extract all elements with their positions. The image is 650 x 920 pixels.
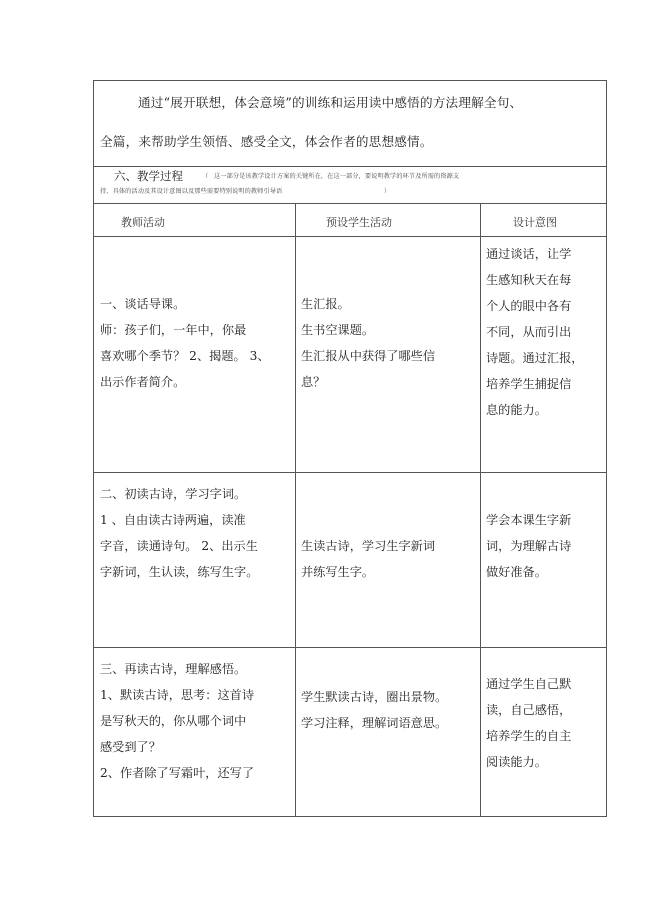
- text-line: 字新词，生认读，练写生字。: [100, 565, 259, 579]
- column-divider: [295, 203, 296, 816]
- text-line: 培养学生的自主: [486, 729, 572, 743]
- row-divider: [94, 236, 606, 237]
- text-line: 息的能力。: [486, 403, 547, 417]
- row-divider: [94, 166, 606, 167]
- intro-line-1: 通过“展开联想，体会意境”的训练和运用读中感悟的方法理解全句、: [138, 95, 523, 110]
- text-line: 做好准备。: [486, 565, 547, 579]
- header-teacher-activity: 教师活动: [121, 216, 165, 229]
- text-line: 出示作者简介。: [100, 375, 186, 389]
- text-line: 并练写生字。: [301, 565, 375, 579]
- text-line: 感受到了？: [100, 740, 161, 754]
- text-line: 1、默读古诗，思考：这首诗: [100, 688, 255, 702]
- column-divider: [480, 203, 481, 816]
- header-student-activity: 预设学生活动: [326, 216, 392, 229]
- text-line: 二、初读古诗，学习字词。: [100, 487, 247, 501]
- text-line: 2、作者除了写霜叶，还写了: [100, 766, 255, 780]
- text-line: 生汇报从中获得了哪些信: [301, 349, 436, 363]
- section-title: 六、教学过程: [114, 169, 183, 183]
- text-line: 三、再读古诗，理解感悟。: [100, 662, 247, 676]
- row-3-student: [301, 684, 477, 736]
- text-line: 培养学生捕捉信: [486, 377, 572, 391]
- row-divider: [94, 203, 606, 204]
- text-line: 师：孩子们，一年中，你最: [100, 323, 247, 337]
- row-1-teacher: [100, 291, 294, 395]
- text-line: 生汇报。: [301, 297, 350, 311]
- text-line: 生感知秋天在每: [486, 273, 572, 287]
- row-divider: [94, 472, 606, 473]
- row-3-intent: [486, 671, 604, 775]
- row-1-intent: [486, 241, 604, 423]
- text-line: 字音，读通诗句。 2、出示生: [100, 539, 258, 553]
- text-line: 通过学生自己默: [486, 677, 572, 691]
- text-line: 生读古诗，学习生字新词: [301, 539, 436, 553]
- text-line: 不同，从而引出: [486, 325, 572, 339]
- intro-line-2: 全篇，来帮助学生领悟、感受全文，体会作者的思想感情。: [100, 134, 433, 149]
- text-line: 学生默读古诗，圈出景物。: [301, 690, 448, 704]
- text-line: 阅读能力。: [486, 755, 547, 769]
- text-line: 个人的眼中各有: [486, 299, 572, 313]
- text-line: 喜欢哪个季节？ 2、揭题。 3、: [100, 349, 270, 363]
- row-2-student: [301, 533, 477, 585]
- text-line: 读，自己感悟，: [486, 703, 572, 717]
- text-line: 词，为理解古诗: [486, 539, 572, 553]
- text-line: 学习注释，理解词语意思。: [301, 716, 448, 730]
- text-line: 是写秋天的，你从哪个词中: [100, 714, 247, 728]
- text-line: 诗题。通过汇报，: [486, 351, 584, 365]
- text-line: 生书空课题。: [301, 323, 375, 337]
- text-line: 息？: [301, 375, 326, 389]
- text-line: 1 、自由读古诗两遍，读准: [100, 513, 246, 527]
- section-note-line-1: 这一部分是该教学设计方案的关键所在，在这一部分，要说明教学的环节及所需的资源支: [214, 173, 460, 180]
- row-3-teacher: [100, 656, 294, 786]
- section-note-line-2: 持、具体的活动及其设计意图以及那些需要特别说明的教师引导语: [100, 188, 283, 195]
- row-divider: [94, 647, 606, 648]
- lesson-plan-table: [93, 80, 607, 817]
- header-design-intent: 设计意图: [513, 216, 557, 229]
- row-2-teacher: [100, 481, 294, 585]
- section-note-close: ）: [384, 188, 391, 195]
- text-line: 通过谈话，让学: [486, 247, 572, 261]
- text-line: 学会本课生字新: [486, 513, 572, 527]
- text-line: 一、谈话导课。: [100, 297, 186, 311]
- section-note-open: （: [202, 173, 209, 180]
- row-2-intent: [486, 507, 604, 585]
- row-1-student: [301, 291, 477, 395]
